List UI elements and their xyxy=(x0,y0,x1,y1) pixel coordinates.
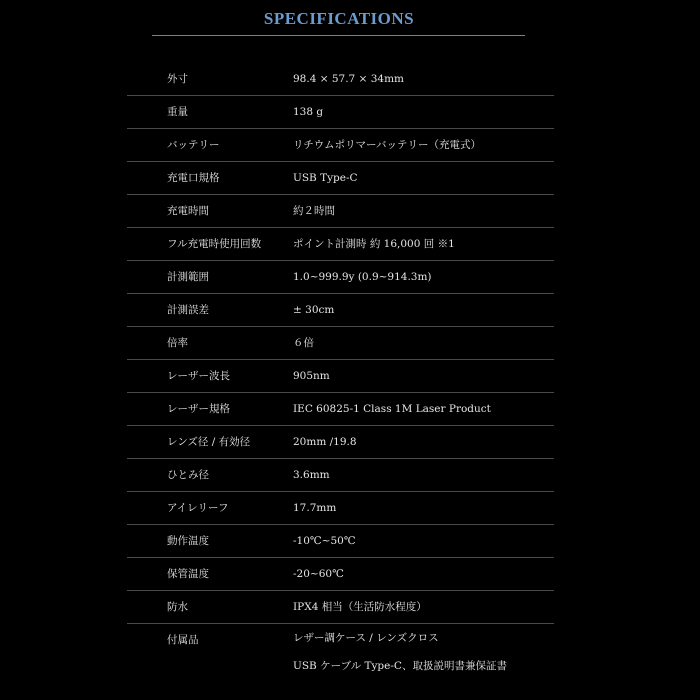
spec-row-battery xyxy=(127,129,554,162)
spec-label: 外寸 xyxy=(167,73,188,85)
spec-value: -20~60℃ xyxy=(293,568,344,580)
spec-label: ひとみ径 xyxy=(167,469,209,481)
spec-row-lens-diameter xyxy=(127,426,554,459)
spec-row-eye-relief xyxy=(127,492,554,525)
spec-label: 付属品 xyxy=(167,634,199,646)
spec-value: 3.6mm xyxy=(293,469,330,481)
spec-row-waterproof xyxy=(127,591,554,624)
spec-row-laser-standard xyxy=(127,393,554,426)
spec-value: 17.7mm xyxy=(293,502,337,514)
spec-value: 1.0~999.9y (0.9~914.3m) xyxy=(293,271,432,283)
spec-value-continued: USB ケーブル Type-C、取扱説明書兼保証書 xyxy=(293,660,507,672)
spec-row-accessories xyxy=(127,624,554,672)
spec-value: IEC 60825-1 Class 1M Laser Product xyxy=(293,403,491,415)
spec-value: ポイント計測時 約 16,000 回 ※1 xyxy=(293,238,455,250)
spec-label: 充電口規格 xyxy=(167,172,220,184)
spec-value: 138 g xyxy=(293,106,324,118)
spec-row-measurement-error xyxy=(127,294,554,327)
spec-row-dimensions xyxy=(127,63,554,96)
title-underline xyxy=(152,35,525,36)
spec-value: リチウムポリマーバッテリー（充電式） xyxy=(293,139,481,151)
spec-row-storage-temp xyxy=(127,558,554,591)
spec-row-charging-port xyxy=(127,162,554,195)
spec-label: 充電時間 xyxy=(167,205,209,217)
spec-value: IPX4 相当（生活防水程度） xyxy=(293,601,427,613)
spec-label: バッテリー xyxy=(167,139,220,151)
spec-value: レザー調ケース / レンズクロス xyxy=(293,632,439,644)
spec-value: ± 30cm xyxy=(293,304,335,316)
spec-value: 約２時間 xyxy=(293,205,335,217)
page-title: SPECIFICATIONS xyxy=(263,9,415,28)
spec-label: 計測範囲 xyxy=(167,271,209,283)
spec-value: -10℃~50℃ xyxy=(293,535,356,547)
spec-label: 保管温度 xyxy=(167,568,209,580)
spec-label: 倍率 xyxy=(167,337,188,349)
spec-row-measurement-range xyxy=(127,261,554,294)
spec-row-operating-temp xyxy=(127,525,554,558)
spec-row-magnification xyxy=(127,327,554,360)
spec-label: 防水 xyxy=(167,601,188,613)
spec-row-laser-wavelength xyxy=(127,360,554,393)
spec-label: 動作温度 xyxy=(167,535,209,547)
spec-label: レーザー規格 xyxy=(167,403,230,415)
spec-value: ６倍 xyxy=(293,337,314,349)
spec-label: 計測誤差 xyxy=(167,304,209,316)
spec-label: フル充電時使用回数 xyxy=(167,238,262,250)
spec-row-exit-pupil xyxy=(127,459,554,492)
spec-value: 905nm xyxy=(293,370,330,382)
spec-row-weight xyxy=(127,96,554,129)
spec-label: レーザー波長 xyxy=(167,370,230,382)
spec-value: 20mm /19.8 xyxy=(293,436,357,448)
spec-label: レンズ径 / 有効径 xyxy=(167,436,251,448)
spec-value: 98.4 × 57.7 × 34mm xyxy=(293,73,404,85)
spec-label: アイレリーフ xyxy=(167,502,229,514)
spec-row-charging-time xyxy=(127,195,554,228)
spec-row-uses-per-charge xyxy=(127,228,554,261)
spec-label: 重量 xyxy=(167,106,188,118)
spec-value: USB Type-C xyxy=(293,172,358,184)
spec-table xyxy=(127,63,554,672)
